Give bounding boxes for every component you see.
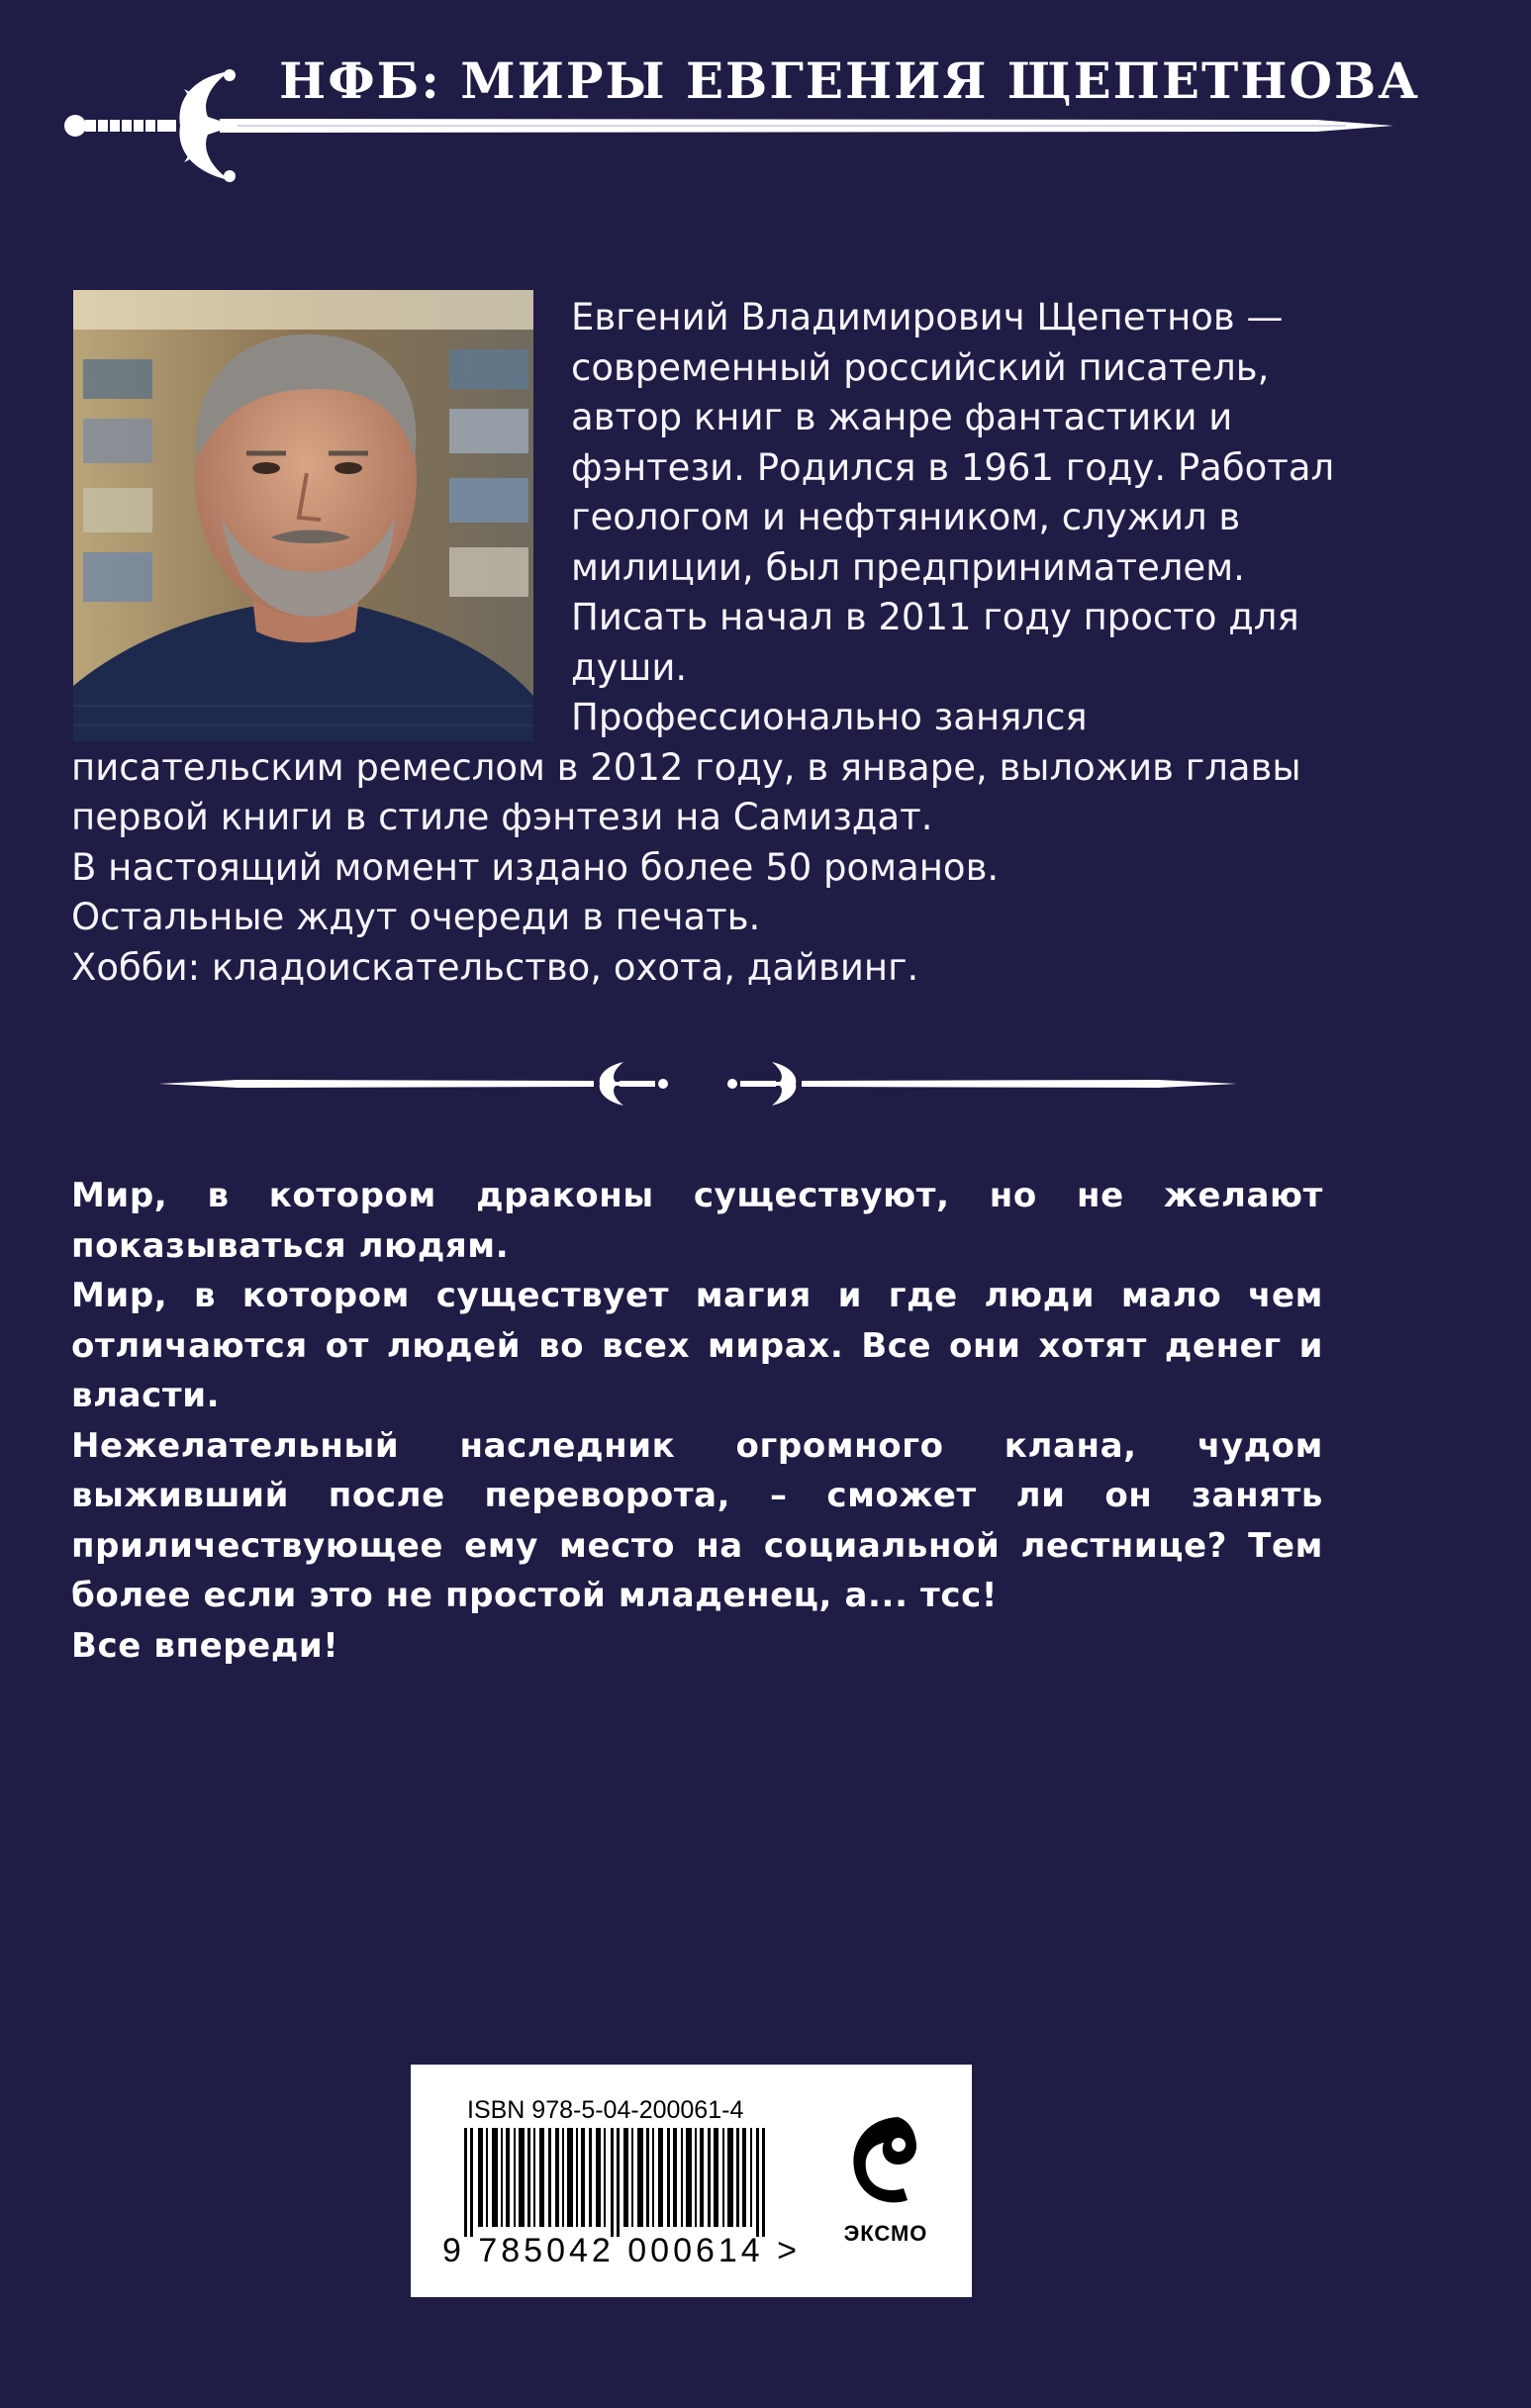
annotation-paragraph: Мир, в котором драконы существуют, но не желают показываться людям. <box>71 1176 1323 1266</box>
annotation-paragraph: Мир, в котором существует магия и где люди мало чем отличаются от людей во всех мирах. Все они хотят денег и власти. <box>71 1276 1323 1415</box>
series-header <box>0 0 1531 198</box>
bio-line: Писать начал в 2011 году просто для <box>571 596 1299 638</box>
annotation-paragraph: Нежелательный наследник огромного клана, чудом выживший после переворота, – сможет ли он занять приличествующее ему место на социальной лестнице? Тем более если это не простой младенец, а... тсс! <box>71 1425 1323 1615</box>
author-bio <box>71 293 1358 993</box>
bio-line: современный российский писатель, <box>571 345 1270 389</box>
bio-line: писательским ремеслом в 2012 году, в январе, выложив главы <box>71 745 1301 789</box>
bio-line: В настоящий момент издано более 50 романов. <box>71 845 1000 889</box>
bio-line: фэнтези. Родился в 1961 году. Работал <box>571 445 1335 489</box>
isbn-label: ISBN 978-5-04-200061-4 <box>467 2096 744 2124</box>
bio-line: геологом и нефтяником, служил в <box>571 496 1241 538</box>
publisher-name: ЭКСМО <box>843 2221 928 2246</box>
barcode-icon <box>464 2128 781 2237</box>
bio-line: Евгений Владимирович Щепетнов — <box>571 296 1284 338</box>
eksmo-logo-icon <box>836 2109 935 2218</box>
bio-line: автор книг в жанре фантастики и <box>571 396 1233 438</box>
bio-line: Остальные ждут очереди в печать. <box>71 896 761 938</box>
bio-line: души. <box>571 645 688 689</box>
barcode-digits: 9 785042 000614 > <box>442 2232 802 2269</box>
barcode-panel <box>411 2065 972 2297</box>
sword-divider-icon <box>158 1054 1237 1113</box>
annotation-paragraph: Все впереди! <box>71 1625 339 1666</box>
book-annotation <box>71 1171 1323 1671</box>
bio-line: первой книги в стиле фэнтези на Самиздат. <box>71 796 933 838</box>
bio-line: Профессионально занялся <box>571 696 1088 738</box>
bio-line: милиции, был предпринимателем. <box>571 545 1245 589</box>
bio-line: Хобби: кладоискательство, охота, дайвинг. <box>71 945 919 989</box>
series-title: НФБ: МИРЫ ЕВГЕНИЯ ЩЕПЕТНОВА <box>279 51 1420 110</box>
